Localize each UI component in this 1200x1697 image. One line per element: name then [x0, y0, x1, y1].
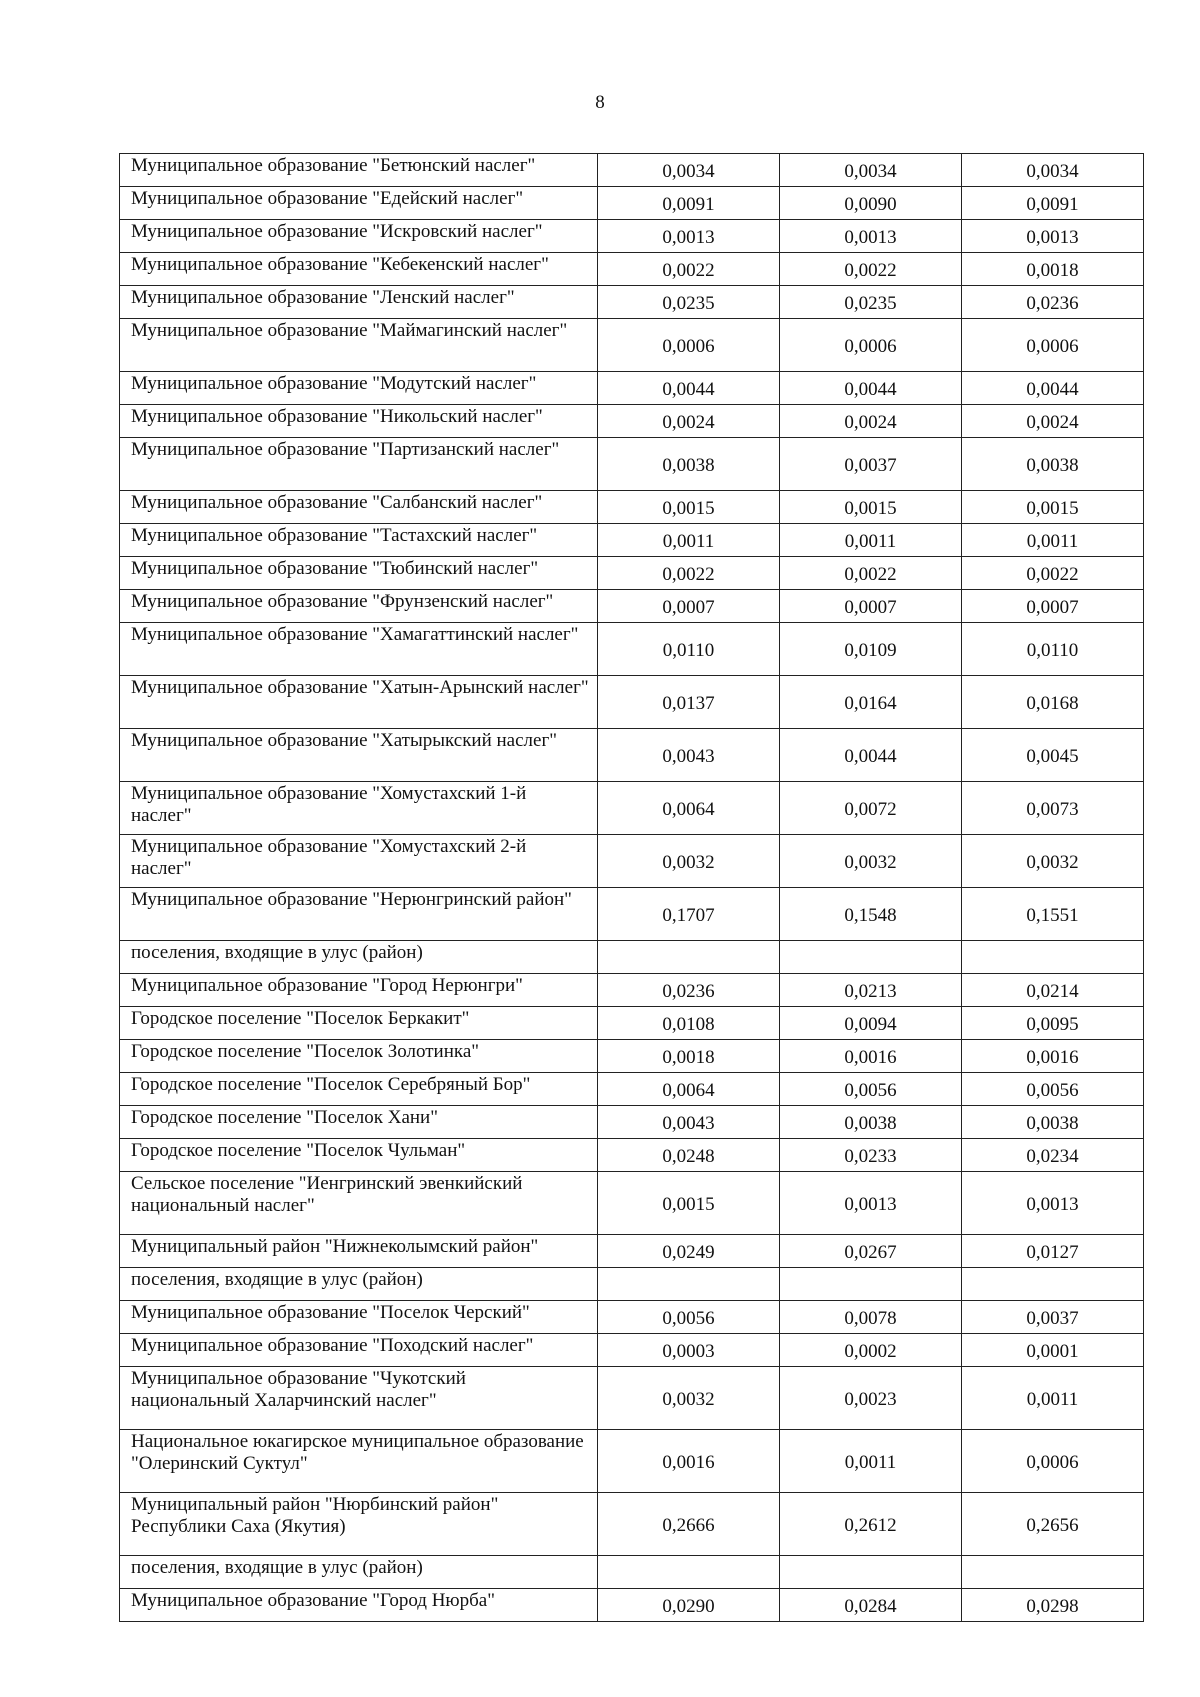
value-cell-2: 0,0024: [780, 405, 962, 438]
table-row: [120, 253, 1144, 286]
row-name-cell: Муниципальный район "Нижнеколымский район": [120, 1235, 598, 1268]
value-cell-3: 0,0056: [962, 1073, 1144, 1106]
value-cell-3: 0,0016: [962, 1040, 1144, 1073]
row-name-cell: Муниципальное образование "Поселок Черский": [120, 1301, 598, 1334]
row-name-cell: Городское поселение "Поселок Хани": [120, 1106, 598, 1139]
value-cell-3: 0,0011: [962, 524, 1144, 557]
table-row: [120, 1589, 1144, 1622]
value-cell-3: 0,0298: [962, 1589, 1144, 1622]
table-row: [120, 729, 1144, 782]
value-cell-3: 0,0007: [962, 590, 1144, 623]
row-name-cell: Городское поселение "Поселок Беркакит": [120, 1007, 598, 1040]
table-row: [120, 888, 1144, 941]
value-cell-2: 0,0094: [780, 1007, 962, 1040]
value-cell-3: 0,1551: [962, 888, 1144, 941]
table-row: [120, 187, 1144, 220]
value-cell-3: 0,0236: [962, 286, 1144, 319]
value-cell-2: 0,0164: [780, 676, 962, 729]
value-cell-2: [780, 1556, 962, 1589]
row-name-cell: Национальное юкагирское муниципальное образование "Олеринский Суктул": [120, 1430, 598, 1493]
value-cell-1: 0,0022: [598, 253, 780, 286]
table-row: [120, 524, 1144, 557]
row-name-cell: поселения, входящие в улус (район): [120, 1268, 598, 1301]
value-cell-1: 0,0034: [598, 154, 780, 187]
table-row: [120, 1139, 1144, 1172]
row-name-cell: Муниципальное образование "Хатырыкский наслег": [120, 729, 598, 782]
value-cell-2: 0,0013: [780, 1172, 962, 1235]
table-row: [120, 438, 1144, 491]
row-name-cell: Муниципальное образование "Искровский наслег": [120, 220, 598, 253]
table-row: [120, 1235, 1144, 1268]
row-name-cell: Муниципальное образование "Хомустахский 2-й наслег": [120, 835, 598, 888]
value-cell-2: 0,0267: [780, 1235, 962, 1268]
table-row: [120, 220, 1144, 253]
value-cell-3: 0,0073: [962, 782, 1144, 835]
row-name-cell: Муниципальный район "Нюрбинский район" Республики Саха (Якутия): [120, 1493, 598, 1556]
table-row: [120, 1430, 1144, 1493]
value-cell-3: 0,0013: [962, 220, 1144, 253]
row-name-cell: Муниципальное образование "Чукотский национальный Халарчинский наслег": [120, 1367, 598, 1430]
value-cell-2: 0,0078: [780, 1301, 962, 1334]
row-name-cell: Городское поселение "Поселок Золотинка": [120, 1040, 598, 1073]
row-name-cell: поселения, входящие в улус (район): [120, 1556, 598, 1589]
row-name-cell: Муниципальное образование "Тастахский наслег": [120, 524, 598, 557]
value-cell-1: 0,0064: [598, 1073, 780, 1106]
table-row: [120, 154, 1144, 187]
row-name-cell: Муниципальное образование "Нерюнгринский район": [120, 888, 598, 941]
value-cell-1: 0,0248: [598, 1139, 780, 1172]
row-name-cell: Муниципальное образование "Партизанский наслег": [120, 438, 598, 491]
value-cell-1: 0,0110: [598, 623, 780, 676]
value-cell-3: 0,0006: [962, 319, 1144, 372]
value-cell-2: 0,0006: [780, 319, 962, 372]
value-cell-3: 0,0095: [962, 1007, 1144, 1040]
row-name-cell: Муниципальное образование "Модутский наслег": [120, 372, 598, 405]
value-cell-3: [962, 941, 1144, 974]
value-cell-1: 0,0056: [598, 1301, 780, 1334]
value-cell-1: 0,0064: [598, 782, 780, 835]
value-cell-2: 0,0007: [780, 590, 962, 623]
value-cell-1: 0,0018: [598, 1040, 780, 1073]
value-cell-3: [962, 1268, 1144, 1301]
row-name-cell: Муниципальное образование "Салбанский наслег": [120, 491, 598, 524]
row-name-cell: Муниципальное образование "Бетюнский наслег": [120, 154, 598, 187]
value-cell-2: 0,0022: [780, 253, 962, 286]
value-cell-1: [598, 941, 780, 974]
value-cell-3: 0,0013: [962, 1172, 1144, 1235]
row-name-cell: Муниципальное образование "Хатын-Арынский наслег": [120, 676, 598, 729]
value-cell-2: 0,0044: [780, 729, 962, 782]
value-cell-3: 0,0044: [962, 372, 1144, 405]
table-row: [120, 974, 1144, 1007]
row-name-cell: Муниципальное образование "Никольский наслег": [120, 405, 598, 438]
table-row: [120, 1106, 1144, 1139]
value-cell-1: 0,0024: [598, 405, 780, 438]
value-cell-1: 0,0015: [598, 1172, 780, 1235]
value-cell-1: 0,0011: [598, 524, 780, 557]
row-name-cell: Муниципальное образование "Хомустахский 1-й наслег": [120, 782, 598, 835]
table-row: [120, 676, 1144, 729]
row-name-cell: Муниципальное образование "Хамагаттинский наслег": [120, 623, 598, 676]
value-cell-1: 0,0236: [598, 974, 780, 1007]
value-cell-3: 0,0037: [962, 1301, 1144, 1334]
row-name-cell: Муниципальное образование "Едейский наслег": [120, 187, 598, 220]
value-cell-2: 0,0013: [780, 220, 962, 253]
value-cell-2: [780, 941, 962, 974]
table-row: [120, 782, 1144, 835]
value-cell-1: 0,0235: [598, 286, 780, 319]
table-row: [120, 319, 1144, 372]
value-cell-2: 0,0109: [780, 623, 962, 676]
row-name-cell: Муниципальное образование "Маймагинский наслег": [120, 319, 598, 372]
value-cell-2: 0,0022: [780, 557, 962, 590]
value-cell-1: 0,0043: [598, 1106, 780, 1139]
value-cell-1: 0,0043: [598, 729, 780, 782]
value-cell-3: 0,0110: [962, 623, 1144, 676]
value-cell-1: 0,0003: [598, 1334, 780, 1367]
value-cell-2: 0,0044: [780, 372, 962, 405]
value-cell-1: 0,2666: [598, 1493, 780, 1556]
table-row: [120, 557, 1144, 590]
value-cell-2: [780, 1268, 962, 1301]
value-cell-1: 0,0015: [598, 491, 780, 524]
value-cell-1: 0,0022: [598, 557, 780, 590]
value-cell-2: 0,0034: [780, 154, 962, 187]
value-cell-1: 0,0038: [598, 438, 780, 491]
table-row: [120, 1493, 1144, 1556]
value-cell-1: 0,0007: [598, 590, 780, 623]
table-row: [120, 405, 1144, 438]
table-row: [120, 1040, 1144, 1073]
value-cell-3: 0,0001: [962, 1334, 1144, 1367]
table-row: [120, 1268, 1144, 1301]
value-cell-2: 0,0002: [780, 1334, 962, 1367]
value-cell-2: 0,2612: [780, 1493, 962, 1556]
value-cell-1: [598, 1268, 780, 1301]
value-cell-3: 0,0214: [962, 974, 1144, 1007]
value-cell-3: 0,0011: [962, 1367, 1144, 1430]
value-cell-3: 0,0038: [962, 438, 1144, 491]
value-cell-3: 0,0024: [962, 405, 1144, 438]
value-cell-2: 0,0213: [780, 974, 962, 1007]
value-cell-2: 0,0011: [780, 1430, 962, 1493]
table-row: [120, 1007, 1144, 1040]
table-row: [120, 491, 1144, 524]
value-cell-1: 0,0013: [598, 220, 780, 253]
value-cell-2: 0,0011: [780, 524, 962, 557]
coefficients-table: [119, 153, 1144, 1622]
value-cell-1: [598, 1556, 780, 1589]
value-cell-1: 0,0006: [598, 319, 780, 372]
row-name-cell: Городское поселение "Поселок Чульман": [120, 1139, 598, 1172]
table-row: [120, 286, 1144, 319]
value-cell-3: 0,0018: [962, 253, 1144, 286]
page-number: 8: [595, 92, 605, 113]
value-cell-2: 0,0235: [780, 286, 962, 319]
row-name-cell: Муниципальное образование "Тюбинский наслег": [120, 557, 598, 590]
value-cell-1: 0,0108: [598, 1007, 780, 1040]
row-name-cell: Муниципальное образование "Город Нерюнгри": [120, 974, 598, 1007]
value-cell-1: 0,1707: [598, 888, 780, 941]
table-row: [120, 1556, 1144, 1589]
table-row: [120, 623, 1144, 676]
row-name-cell: Муниципальное образование "Город Нюрба": [120, 1589, 598, 1622]
table-row: [120, 1073, 1144, 1106]
value-cell-2: 0,0072: [780, 782, 962, 835]
row-name-cell: Муниципальное образование "Фрунзенский наслег": [120, 590, 598, 623]
table-body: [120, 154, 1144, 1622]
table-row: [120, 372, 1144, 405]
value-cell-3: 0,0034: [962, 154, 1144, 187]
row-name-cell: Сельское поселение "Иенгринский эвенкийский национальный наслег": [120, 1172, 598, 1235]
value-cell-2: 0,1548: [780, 888, 962, 941]
row-name-cell: Городское поселение "Поселок Серебряный Бор": [120, 1073, 598, 1106]
value-cell-3: 0,0168: [962, 676, 1144, 729]
value-cell-3: [962, 1556, 1144, 1589]
table-row: [120, 1172, 1144, 1235]
table-row: [120, 1367, 1144, 1430]
value-cell-2: 0,0038: [780, 1106, 962, 1139]
value-cell-1: 0,0016: [598, 1430, 780, 1493]
value-cell-1: 0,0032: [598, 1367, 780, 1430]
value-cell-1: 0,0032: [598, 835, 780, 888]
value-cell-2: 0,0015: [780, 491, 962, 524]
value-cell-1: 0,0091: [598, 187, 780, 220]
value-cell-3: 0,0045: [962, 729, 1144, 782]
value-cell-3: 0,0127: [962, 1235, 1144, 1268]
value-cell-3: 0,0015: [962, 491, 1144, 524]
table-row: [120, 941, 1144, 974]
table-row: [120, 1301, 1144, 1334]
value-cell-3: 0,0022: [962, 557, 1144, 590]
row-name-cell: Муниципальное образование "Походский наслег": [120, 1334, 598, 1367]
row-name-cell: Муниципальное образование "Ленский наслег": [120, 286, 598, 319]
value-cell-3: 0,2656: [962, 1493, 1144, 1556]
value-cell-1: 0,0290: [598, 1589, 780, 1622]
value-cell-3: 0,0091: [962, 187, 1144, 220]
value-cell-2: 0,0032: [780, 835, 962, 888]
value-cell-3: 0,0234: [962, 1139, 1144, 1172]
value-cell-1: 0,0044: [598, 372, 780, 405]
table-row: [120, 590, 1144, 623]
value-cell-2: 0,0056: [780, 1073, 962, 1106]
table-row: [120, 1334, 1144, 1367]
value-cell-1: 0,0137: [598, 676, 780, 729]
value-cell-3: 0,0038: [962, 1106, 1144, 1139]
row-name-cell: поселения, входящие в улус (район): [120, 941, 598, 974]
value-cell-2: 0,0023: [780, 1367, 962, 1430]
table-row: [120, 835, 1144, 888]
value-cell-3: 0,0032: [962, 835, 1144, 888]
value-cell-2: 0,0090: [780, 187, 962, 220]
value-cell-2: 0,0233: [780, 1139, 962, 1172]
row-name-cell: Муниципальное образование "Кебекенский наслег": [120, 253, 598, 286]
value-cell-2: 0,0016: [780, 1040, 962, 1073]
value-cell-3: 0,0006: [962, 1430, 1144, 1493]
value-cell-1: 0,0249: [598, 1235, 780, 1268]
value-cell-2: 0,0037: [780, 438, 962, 491]
value-cell-2: 0,0284: [780, 1589, 962, 1622]
